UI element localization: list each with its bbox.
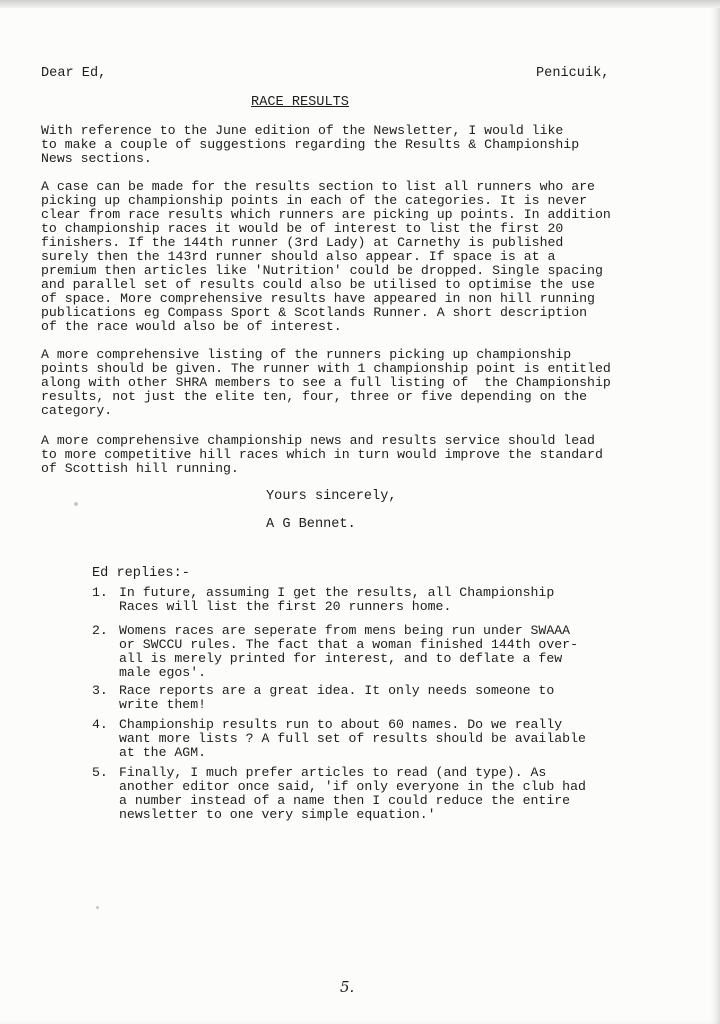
reply-item-text: Womens races are seperate from mens being run under SWAAA or SWCCU rules. The fact that a woman finished 144th over- all is merely printed for interest, and to deflate a few male egos'. (119, 623, 578, 680)
reply-item-number: 3. (92, 683, 108, 698)
letter-closing: Yours sincerely, (266, 489, 397, 504)
letter-paragraph: A more comprehensive listing of the runners picking up championship points should be given. The runner with 1 championship point is entitled along with other SHRA members to see a full listing of the Championship results, not just the elite ten, four, three or five depending on the category. (41, 347, 611, 418)
paper-speck (74, 502, 78, 506)
reply-item-text: Finally, I much prefer articles to read (and type). As another editor once said, 'if only everyone in the club had a number instead of a name then I could reduce the entire newsletter to one very simple equation.' (119, 765, 586, 822)
letter-paragraph: A case can be made for the results section to list all runners who are picking up championship points in each of the categories. It is never clear from race results which runners are picking up points. In addition to championship races it would be of interest to list the first 20 finishers. If the 144th runner (3rd Lady) at Carnethy is published surely then the 143rd runner should also appear. If space is at a premium then articles like 'Nutrition' could be dropped. Single spacing and parallel set of results could also be utilised to optimise the use of space. More comprehensive results have appeared in non hill running publications eg Compass Sport & Scotlands Runner. A short description of the race would also be of interest. (41, 179, 611, 334)
paper-speck (96, 906, 99, 909)
reply-item-number: 2. (92, 623, 108, 638)
reply-item-text: Championship results run to about 60 names. Do we really want more lists ? A full set of results should be available at the AGM. (119, 717, 586, 760)
letter-salutation: Dear Ed, (41, 66, 107, 81)
letter-place: Penicuik, (536, 66, 610, 81)
page-number: 5. (340, 978, 355, 996)
reply-item-text: Race reports are a great idea. It only needs someone to write them! (119, 683, 555, 712)
scan-edge (0, 0, 720, 8)
letter-title: RACE RESULTS (251, 95, 349, 110)
reply-item-text: In future, assuming I get the results, all Championship Races will list the first 20 runners home. (119, 585, 555, 614)
reply-item-number: 5. (92, 765, 108, 780)
letter-paragraph: A more comprehensive championship news and results service should lead to more competitive hill races which in turn would improve the standard of Scottish hill running. (41, 433, 603, 476)
letter-paragraph: With reference to the June edition of the Newsletter, I would like to make a couple of suggestions regarding the Results & Championship News sections. (41, 123, 580, 166)
reply-label: Ed replies:- (92, 566, 190, 581)
letter-signature: A G Bennet. (266, 517, 356, 532)
reply-item-number: 4. (92, 717, 108, 732)
reply-item-number: 1. (92, 585, 108, 600)
